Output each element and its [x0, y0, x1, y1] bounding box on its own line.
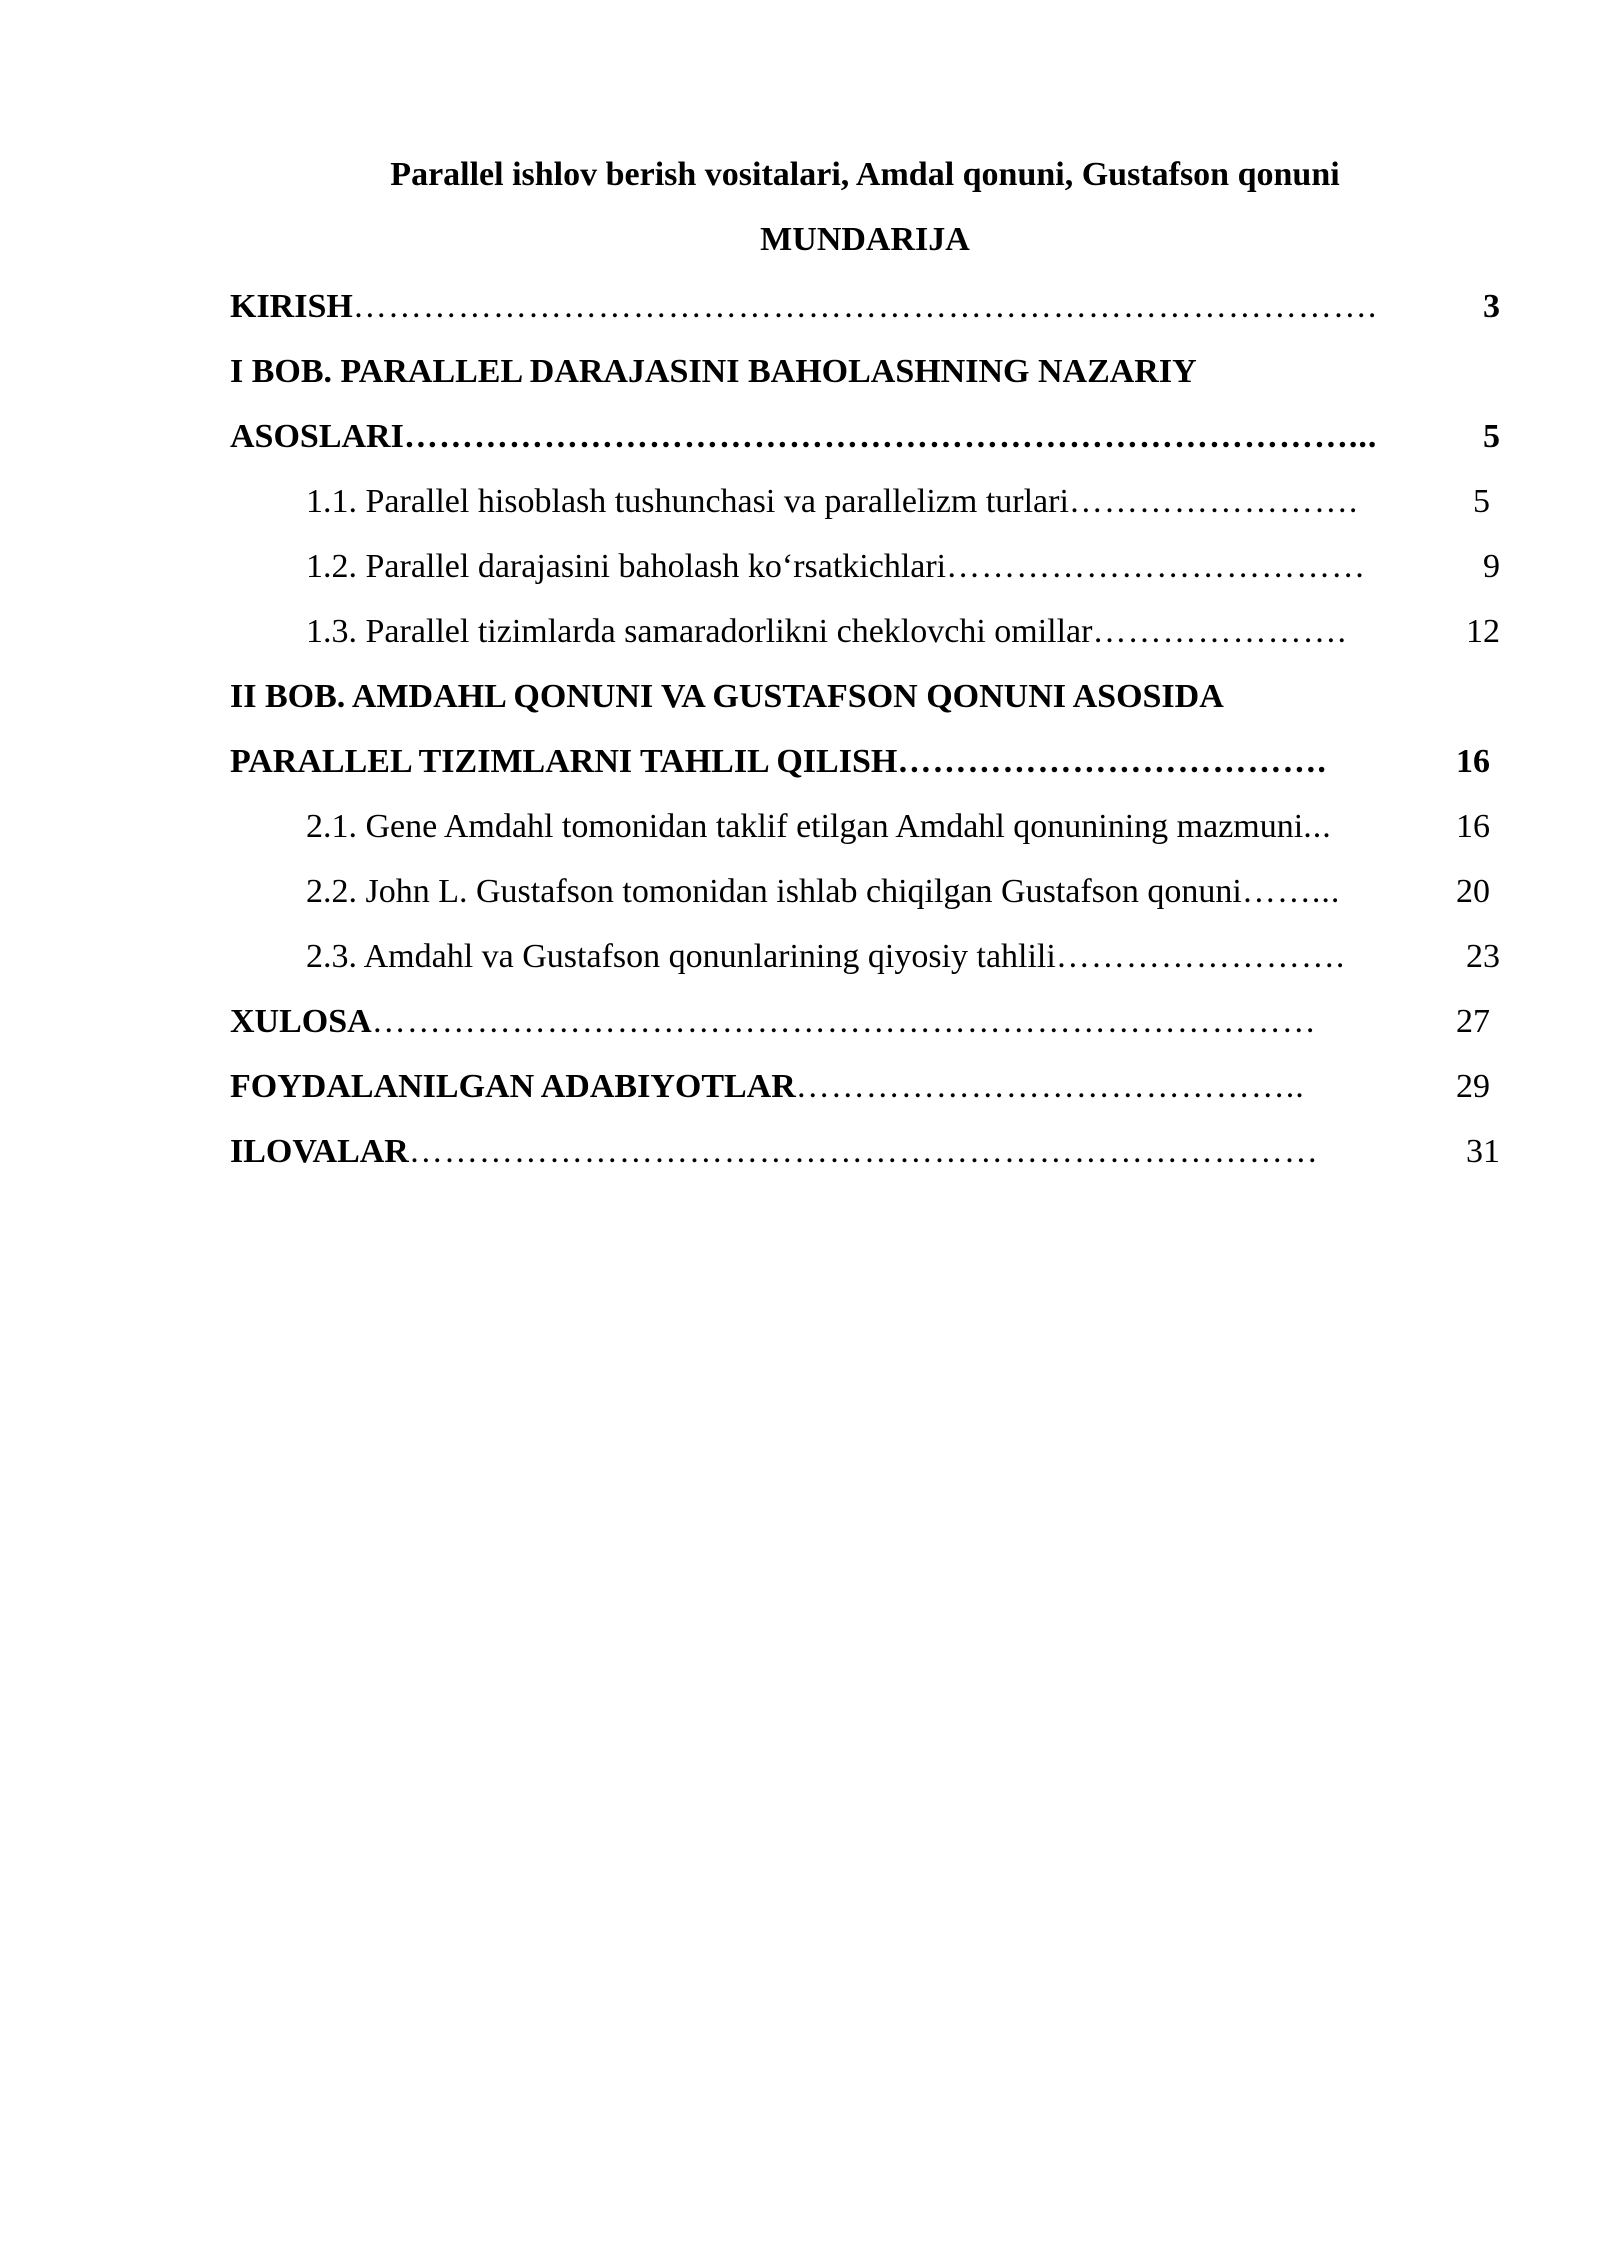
toc-heading: MUNDARIJA: [760, 221, 970, 258]
toc-entry-title: PARALLEL TIZIMLARNI TAHLIL QILISH: [230, 743, 898, 780]
toc-entry-xulosa: [230, 997, 1500, 1047]
toc-entry-page: 12: [1466, 613, 1500, 650]
toc-entry-page: 16: [1456, 743, 1490, 780]
toc-leader-dots: ……………………………………………………………………: [408, 1133, 1319, 1170]
toc-leader-dots: ………………………………: [946, 548, 1367, 585]
toc-leader-dots: ………………………………………………………………………: [371, 1003, 1317, 1040]
toc-entry-2-1: [306, 802, 1500, 852]
toc-entry-2-3: [306, 932, 1500, 982]
toc-entry-title: 2.3. Amdahl va Gustafson qonunlarining qiyosiy tahlili: [306, 938, 1056, 975]
toc-entry-title: 1.2. Parallel darajasini baholash ko‘rsatkichlari: [306, 548, 947, 585]
toc-entry-title: KIRISH: [230, 288, 353, 325]
toc-leader-dots: ………………….: [1092, 613, 1347, 650]
toc-leader-dots: ……...: [1241, 873, 1341, 910]
toc-entry-adabiyotlar: [230, 1062, 1500, 1112]
toc-leader-dots: ……………………………….: [897, 743, 1327, 780]
toc-chapter-2-title: II BOB. AMDAHL QONUNI VA GUSTAFSON QONUNI ASOSIDA: [230, 678, 1224, 715]
toc-entry-page: 31: [1466, 1133, 1500, 1170]
toc-leader-dots: …………………….: [1055, 938, 1346, 975]
toc-leader-dots: …………………………………………………………………………….: [352, 288, 1378, 325]
toc-entry-page: 27: [1456, 1003, 1490, 1040]
toc-entry-title: XULOSA: [230, 1003, 372, 1040]
toc-entry-chapter-2: [230, 737, 1500, 787]
toc-entry-2-2: [306, 867, 1500, 917]
toc-entry-page: 29: [1456, 1068, 1490, 1105]
toc-entry-title: 2.2. John L. Gustafson tomonidan ishlab chiqilgan Gustafson qonuni: [306, 873, 1242, 910]
toc-leader-dots: ……………………………………..: [795, 1068, 1305, 1105]
toc-entry-title: 1.3. Parallel tizimlarda samaradorlikni cheklovchi omillar: [306, 613, 1093, 650]
toc-entry-chapter-1: [230, 412, 1500, 462]
toc-entry-ilovalar: [230, 1127, 1500, 1177]
toc-leader-dots: ………………………………………………………………………...: [403, 418, 1378, 455]
document-title: Parallel ishlov berish vositalari, Amdal qonuni, Gustafson qonuni: [390, 156, 1340, 193]
toc-entry-1-2: [306, 542, 1500, 592]
toc-entry-1-3: [306, 607, 1500, 657]
toc-chapter-1-title: I BOB. PARALLEL DARAJASINI BAHOLASHNING NAZARIY: [230, 353, 1197, 390]
toc-entry-title: FOYDALANILGAN ADABIYOTLAR: [230, 1068, 796, 1105]
toc-entry-title: 1.1. Parallel hisoblash tushunchasi va parallelizm turlari: [306, 483, 1069, 520]
toc-entry-page: 23: [1466, 938, 1500, 975]
toc-leader-dots: ...: [1303, 808, 1332, 845]
toc-entry-page: 16: [1456, 808, 1490, 845]
toc-entry-title: ASOSLARI: [230, 418, 404, 455]
toc-entry-title: ILOVALAR: [230, 1133, 409, 1170]
toc-entry-title: 2.1. Gene Amdahl tomonidan taklif etilgan Amdahl qonunining mazmuni: [306, 808, 1304, 845]
toc-leader-dots: …………………….: [1068, 483, 1359, 520]
toc-entry-page: 20: [1456, 873, 1490, 910]
toc-entry-page: 5: [1483, 418, 1500, 455]
toc-entry-1-1: [306, 477, 1500, 527]
toc-entry-kirish: [230, 282, 1500, 332]
toc-entry-page: 3: [1483, 288, 1500, 325]
toc-entry-page: 5: [1473, 483, 1490, 520]
toc-entry-page: 9: [1483, 548, 1500, 585]
